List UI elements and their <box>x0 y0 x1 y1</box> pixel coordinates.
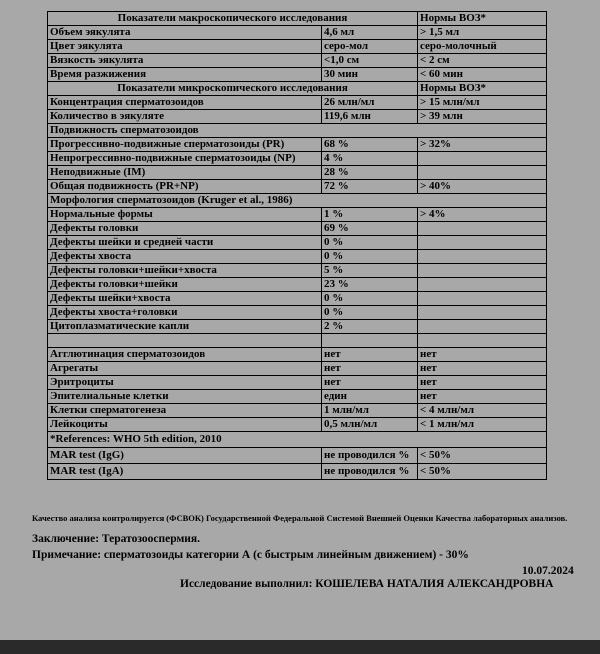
row-norm: > 1,5 мл <box>418 26 547 40</box>
performer: Исследование выполнил: КОШЕЛЕВА НАТАЛИЯ АЛЕКСАНДРОВНА <box>180 578 554 590</box>
row-name: Дефекты шейки и средней части <box>48 236 322 250</box>
row-value: не проводился % <box>322 448 418 464</box>
row-name: Время разжижения <box>48 68 322 82</box>
table-row <box>48 376 547 390</box>
row-value: 28 % <box>322 166 418 180</box>
row-name: Общая подвижность (PR+NP) <box>48 180 322 194</box>
row-value: 0 % <box>322 236 418 250</box>
micro-header-row <box>48 82 547 96</box>
row-norm: > 4% <box>418 208 547 222</box>
row-value: 0 % <box>322 306 418 320</box>
row-name: Непрогрессивно-подвижные сперматозоиды (NP) <box>48 152 322 166</box>
row-norm: нет <box>418 390 547 404</box>
row-name: MAR test (IgA) <box>48 464 322 480</box>
table-row <box>48 222 547 236</box>
row-value: 23 % <box>322 278 418 292</box>
motility-section-row <box>48 124 547 138</box>
table-row <box>48 236 547 250</box>
micro-header-norms: Нормы ВОЗ* <box>418 82 547 96</box>
row-name: Концентрация сперматозоидов <box>48 96 322 110</box>
table-row <box>48 390 547 404</box>
row-norm: > 32% <box>418 138 547 152</box>
table-row <box>48 264 547 278</box>
row-name: Лейкоциты <box>48 418 322 432</box>
row-value: 0 % <box>322 292 418 306</box>
row-name: Цвет эякулята <box>48 40 322 54</box>
row-norm: > 15 млн/мл <box>418 96 547 110</box>
row-norm <box>418 236 547 250</box>
table-row <box>48 292 547 306</box>
row-value: 2 % <box>322 320 418 334</box>
row-name: Агрегаты <box>48 362 322 376</box>
quality-control-footnote: Качество анализа контролируется (ФСВОК) Государственной Федеральной Системой Внешней Оценки Качества лабораторных анализов. <box>32 513 568 523</box>
table-row <box>48 68 547 82</box>
table-row <box>48 138 547 152</box>
row-norm: < 4 млн/мл <box>418 404 547 418</box>
row-value: <1,0 см <box>322 54 418 68</box>
row-name: Дефекты головки+шейки <box>48 278 322 292</box>
row-value: 4,6 мл <box>322 26 418 40</box>
row-norm: нет <box>418 362 547 376</box>
morphology-section-row <box>48 194 547 208</box>
table-row <box>48 464 547 480</box>
morphology-section-title: Морфология сперматозоидов (Kruger et al., 1986) <box>48 194 547 208</box>
row-value: не проводился % <box>322 464 418 480</box>
row-name: Дефекты головки+шейки+хвоста <box>48 264 322 278</box>
row-name: Вязкость эякулята <box>48 54 322 68</box>
row-value: нет <box>322 348 418 362</box>
row-name: Количество в эякуляте <box>48 110 322 124</box>
table-row <box>48 180 547 194</box>
row-norm: < 2 см <box>418 54 547 68</box>
row-name: Неподвижные (IM) <box>48 166 322 180</box>
row-norm <box>418 320 547 334</box>
row-norm: > 39 млн <box>418 110 547 124</box>
macro-header-norms: Нормы ВОЗ* <box>418 12 547 26</box>
table-row <box>48 278 547 292</box>
table-row <box>48 96 547 110</box>
row-value: нет <box>322 376 418 390</box>
row-value: серо-мол <box>322 40 418 54</box>
row-value: 1 млн/мл <box>322 404 418 418</box>
micro-header-title: Показатели микроскопического исследования <box>48 82 418 96</box>
row-norm <box>418 250 547 264</box>
row-name: Дефекты хвоста+головки <box>48 306 322 320</box>
row-value: 0 % <box>322 250 418 264</box>
row-name: Цитоплазматические капли <box>48 320 322 334</box>
motility-section-title: Подвижность сперматозоидов <box>48 124 547 138</box>
row-value: 4 % <box>322 152 418 166</box>
conclusion: Заключение: Тератозооспермия. <box>32 533 200 545</box>
row-norm: < 1 млн/мл <box>418 418 547 432</box>
table-row <box>48 418 547 432</box>
table-row <box>48 404 547 418</box>
row-name: Дефекты шейки+хвоста <box>48 292 322 306</box>
row-name: MAR test (IgG) <box>48 448 322 464</box>
row-value: 0,5 млн/мл <box>322 418 418 432</box>
row-norm: < 50% <box>418 464 547 480</box>
table-row <box>48 348 547 362</box>
table-row <box>48 362 547 376</box>
row-name: Объем эякулята <box>48 26 322 40</box>
blank-cell <box>48 334 322 348</box>
table-row <box>48 250 547 264</box>
table-row <box>48 40 547 54</box>
row-norm: > 40% <box>418 180 547 194</box>
row-value: един <box>322 390 418 404</box>
table-row <box>48 306 547 320</box>
row-value: 119,6 млн <box>322 110 418 124</box>
row-norm: нет <box>418 348 547 362</box>
row-name: Агглютинация сперматозоидов <box>48 348 322 362</box>
row-norm <box>418 278 547 292</box>
row-value: 26 млн/мл <box>322 96 418 110</box>
row-name: Нормальные формы <box>48 208 322 222</box>
row-name: Дефекты хвоста <box>48 250 322 264</box>
row-norm: серо-молочный <box>418 40 547 54</box>
bottom-bar <box>0 640 600 654</box>
table-row <box>48 152 547 166</box>
table-row <box>48 54 547 68</box>
blank-row <box>48 334 547 348</box>
row-name: Клетки сперматогенеза <box>48 404 322 418</box>
table-row <box>48 26 547 40</box>
row-norm <box>418 292 547 306</box>
row-value: 69 % <box>322 222 418 236</box>
row-norm <box>418 166 547 180</box>
macro-header-row <box>48 12 547 26</box>
row-norm <box>418 306 547 320</box>
note: Примечание: сперматозоиды категории А (с быстрым линейным движением) - 30% <box>32 549 469 561</box>
row-value: нет <box>322 362 418 376</box>
row-value: 5 % <box>322 264 418 278</box>
references-row <box>48 432 547 448</box>
row-value: 1 % <box>322 208 418 222</box>
table-row <box>48 448 547 464</box>
table-row <box>48 110 547 124</box>
row-value: 68 % <box>322 138 418 152</box>
row-norm: < 50% <box>418 448 547 464</box>
blank-cell <box>322 334 418 348</box>
row-norm: нет <box>418 376 547 390</box>
row-name: Эритроциты <box>48 376 322 390</box>
table-row <box>48 320 547 334</box>
macro-header-title: Показатели макроскопического исследования <box>48 12 418 26</box>
row-name: Дефекты головки <box>48 222 322 236</box>
row-name: Эпителиальные клетки <box>48 390 322 404</box>
row-value: 72 % <box>322 180 418 194</box>
table-row <box>48 166 547 180</box>
row-norm <box>418 222 547 236</box>
row-norm: < 60 мин <box>418 68 547 82</box>
semen-analysis-table <box>47 11 547 480</box>
blank-cell <box>418 334 547 348</box>
row-norm <box>418 264 547 278</box>
row-value: 30 мин <box>322 68 418 82</box>
table-row <box>48 208 547 222</box>
references-note: *References: WHO 5th edition, 2010 <box>48 432 547 448</box>
report-date: 10.07.2024 <box>522 565 574 577</box>
row-norm <box>418 152 547 166</box>
row-name: Прогрессивно-подвижные сперматозоиды (PR) <box>48 138 322 152</box>
